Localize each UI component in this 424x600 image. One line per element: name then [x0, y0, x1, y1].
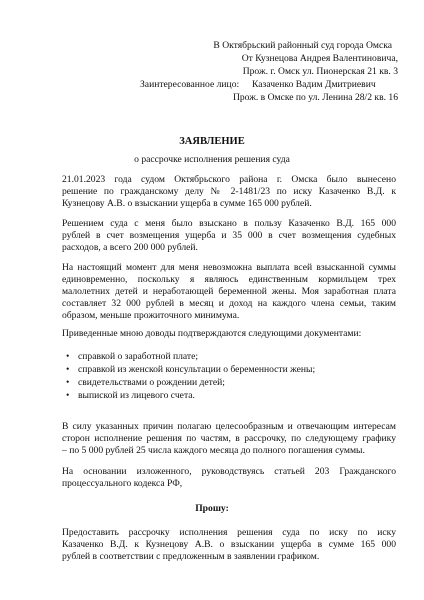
paragraph-schedule: [62, 421, 396, 457]
paragraph-amount: [62, 218, 396, 254]
paragraph-line: составляет 32 000 рублей в месяц и доход на каждого члена семьи, таким: [62, 298, 396, 309]
paragraph-line: процессуального кодекса РФ,: [62, 478, 183, 489]
paragraph-line: 21.01.2023 года судом Октябрьского района г. Омска было вынесено: [62, 174, 396, 185]
paragraph-line: Кузнецову А.В. о взыскании ущерба в сумме 165 000 рублей.: [62, 198, 312, 209]
paragraph-line: Казаченко В.Д. к Кузнецову А.В. о взыскании ущерба в сумме 165 000: [62, 539, 396, 550]
list-item: [66, 351, 198, 363]
list-item-text: свидетельствами о рождении детей;: [78, 377, 225, 388]
paragraph-line: Предоставить рассрочку исполнения решения суда по иску по иску: [62, 527, 396, 538]
list-item-text: выпиской из лицевого счета.: [78, 390, 195, 401]
paragraph-documents-intro: Приведенные мною доводы подтверждаются следующими документами:: [62, 328, 362, 339]
paragraph-line: малолетних детей и неработающей беременной жены. Моя заработная плата: [62, 286, 396, 297]
request-heading: Прошу:: [195, 503, 229, 514]
header-interested-label: Заинтересованное лицо:: [140, 79, 240, 90]
paragraph-line: рублей в соответствии с предложенным в заявлении графиком.: [62, 551, 320, 562]
bullet-icon: •: [66, 390, 70, 401]
header-from-address: Прож. г. Омск ул. Пионерская 21 кв. 3: [242, 66, 398, 77]
paragraph-decision: [62, 174, 396, 210]
paragraph-line: расходов, а всего 200 000 рублей.: [62, 242, 198, 253]
paragraph-line: единовременно, поскольку я являюсь единственным кормильцем трех: [62, 274, 396, 285]
list-item: [66, 390, 195, 402]
document-title: ЗАЯВЛЕНИЕ: [179, 136, 245, 147]
list-item: [66, 377, 225, 389]
paragraph-line: На настоящий момент для меня невозможна выплата всей взысканной суммы: [62, 262, 396, 273]
paragraph-line: На основании изложенного, руководствуясь статьей 203 Гражданского: [62, 466, 396, 477]
header-interested-address: Прож. в Омске по ул. Ленина 28/2 кв. 16: [232, 92, 398, 103]
header-from: От Кузнецова Андрея Валентиновича,: [241, 53, 398, 64]
list-item-text: справкой из женской консультации о беременности жены;: [78, 364, 316, 375]
paragraph-request: [62, 527, 396, 563]
list-item-text: справкой о заработной плате;: [78, 351, 199, 362]
paragraph-line: В силу указанных причин полагаю целесообразным и отвечающим интересам: [62, 421, 396, 432]
bullet-icon: •: [66, 377, 70, 388]
paragraph-line: образом, меньше прожиточного минимума.: [62, 310, 240, 321]
paragraph-line: рублей в счет возмещения ущерба и 35 000 в счет возмещения судебных: [62, 230, 396, 241]
paragraph-line: сторон исполнение решения по частям, в рассрочку, по следующему графику: [62, 433, 396, 444]
document-subtitle: о рассрочке исполнения решения суда: [134, 154, 290, 165]
list-item: [66, 364, 315, 376]
paragraph-legal-basis: [62, 466, 396, 490]
paragraph-line: Решением суда с меня было взыскано в пользу Казаченко В.Д. 165 000: [62, 218, 396, 229]
bullet-icon: •: [66, 364, 70, 375]
paragraph-line: решение по гражданскому делу № 2-1481/23 по иску Казаченко В.Д. к: [62, 186, 396, 197]
bullet-icon: •: [66, 351, 70, 362]
header-interested-name: Казаченко Вадим Дмитриевич: [252, 79, 376, 90]
paragraph-hardship: [62, 262, 396, 322]
header-court: В Октябрьский районный суд города Омска: [213, 40, 392, 51]
paragraph-line: – по 5 000 рублей 25 числа каждого месяца до полного погашения суммы.: [62, 445, 365, 456]
